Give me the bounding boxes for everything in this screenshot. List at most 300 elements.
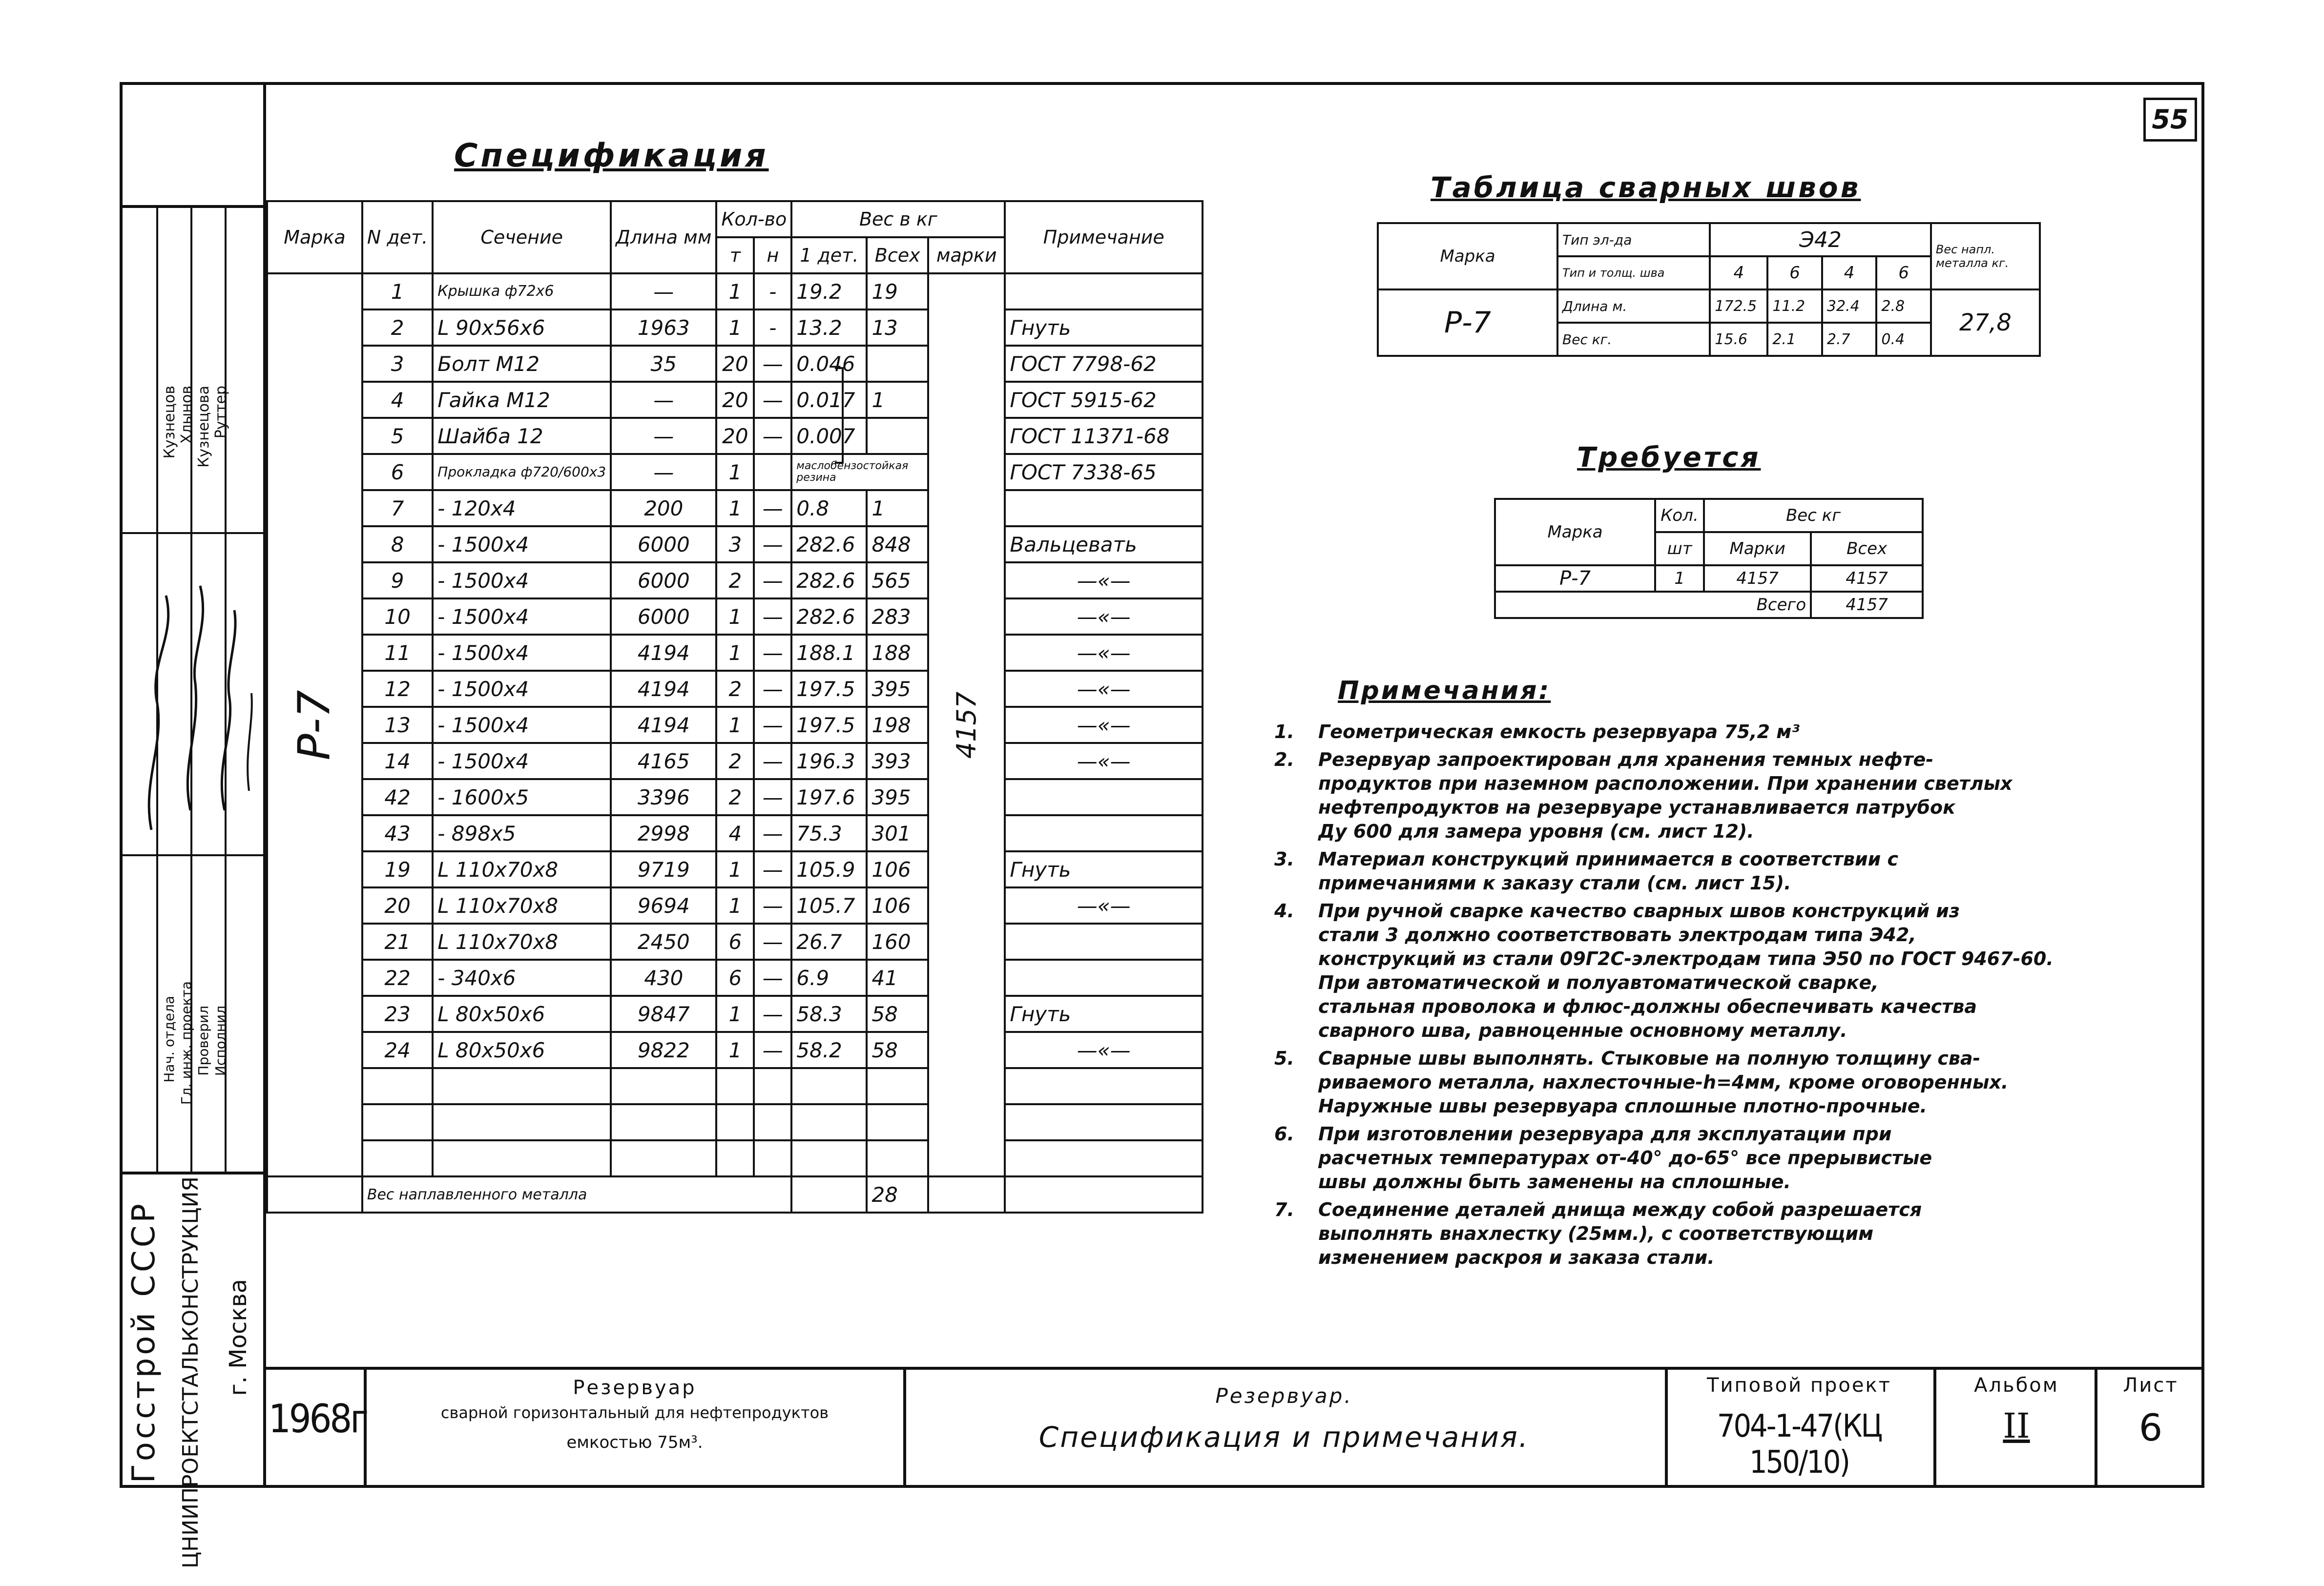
- group-bracket: [835, 367, 844, 464]
- row-n: —: [754, 887, 791, 924]
- table-row: [267, 526, 1203, 562]
- header-length: Длина мм: [611, 201, 716, 273]
- seam-col: 6: [1767, 256, 1822, 289]
- note-item: [1274, 847, 2192, 895]
- name-4: Руттер: [212, 386, 229, 439]
- row-section: L 90x56x6: [433, 309, 611, 346]
- row-note: ГОСТ 7338-65: [1005, 454, 1203, 490]
- spec-title: Спецификация: [454, 137, 769, 174]
- note-line: Геометрическая емкость резервуара 75,2 м³: [1318, 721, 1800, 742]
- req-unit-header: шт: [1655, 532, 1704, 565]
- row-det: 0.046: [791, 346, 867, 382]
- note-line: Ду 600 для замера уровня (см. лист 12).: [1318, 821, 1754, 842]
- row-length: 9822: [611, 1032, 716, 1068]
- notes-title: Примечания:: [1338, 676, 1551, 705]
- row-all: 301: [867, 815, 928, 851]
- row-t: 20: [716, 346, 754, 382]
- weld-cell: 2.1: [1767, 323, 1822, 356]
- weld-cell: 2.8: [1876, 289, 1931, 323]
- typical-label: Типовой проект: [1707, 1374, 1891, 1397]
- row-section: L 80x50x6: [433, 996, 611, 1032]
- table-row: [267, 346, 1203, 382]
- row-num: 10: [362, 598, 433, 635]
- row-all: 58: [867, 996, 928, 1032]
- note-number: 3.: [1274, 848, 1294, 870]
- row-length: —: [611, 382, 716, 418]
- note-item: [1274, 748, 2192, 844]
- table-row-empty: [267, 1068, 1203, 1104]
- row-num: 19: [362, 851, 433, 887]
- row-n: —: [754, 598, 791, 635]
- row-det: 75.3: [791, 815, 867, 851]
- row-num: 11: [362, 635, 433, 671]
- row-num: 12: [362, 671, 433, 707]
- note-line: риваемого металла, нахлесточные-h=4мм, кроме оговоренных.: [1318, 1071, 2009, 1093]
- row-n: —: [754, 526, 791, 562]
- row-n: —: [754, 418, 791, 454]
- row-all: [867, 346, 928, 382]
- row-t: 2: [716, 671, 754, 707]
- signatures-icon: [122, 537, 264, 849]
- row-det: 13.2: [791, 309, 867, 346]
- row-num: 13: [362, 707, 433, 743]
- header-section: Сечение: [433, 201, 611, 273]
- row-note: —«—: [1005, 671, 1203, 707]
- header-w-all: Всех: [867, 237, 928, 273]
- row-section: - 340x6: [433, 960, 611, 996]
- row-det: 58.3: [791, 996, 867, 1032]
- row-length: 430: [611, 960, 716, 996]
- row-length: 9719: [611, 851, 716, 887]
- name-1: Кузнецов: [161, 386, 178, 459]
- row-section: Шайба 12: [433, 418, 611, 454]
- row-t: 1: [716, 598, 754, 635]
- note-line: сварного шва, равноценные основному металлу.: [1318, 1020, 1847, 1041]
- note-line: При автоматической и полуавтоматической сварке,: [1318, 972, 1879, 993]
- req-total: 4157: [1811, 592, 1923, 618]
- table-row: [267, 273, 1203, 309]
- seam-col: 4: [1710, 256, 1767, 289]
- project-desc-2: емкостью 75м³.: [566, 1433, 703, 1452]
- row-note: —«—: [1005, 1032, 1203, 1068]
- row-det: 6.9: [791, 960, 867, 996]
- row-section: - 1500x4: [433, 707, 611, 743]
- row-all: 395: [867, 779, 928, 815]
- row-all: 106: [867, 851, 928, 887]
- row-n: —: [754, 960, 791, 996]
- seam-col: 6: [1876, 256, 1931, 289]
- role-1: Нач. отдела: [161, 996, 177, 1083]
- mark-cell: [267, 273, 362, 1176]
- row-det: 282.6: [791, 526, 867, 562]
- table-row: [267, 671, 1203, 707]
- table-row: [267, 598, 1203, 635]
- row-n: [754, 454, 791, 490]
- row-note: [1005, 273, 1203, 309]
- note-line: При ручной сварке качество сварных швов конструкций из: [1318, 900, 1960, 922]
- notes-list: [1274, 720, 2192, 1274]
- row-num: 20: [362, 887, 433, 924]
- row-det: 58.2: [791, 1032, 867, 1068]
- row-all: 160: [867, 924, 928, 960]
- row-num: 8: [362, 526, 433, 562]
- row-t: 20: [716, 418, 754, 454]
- row-note: —«—: [1005, 635, 1203, 671]
- table-row: [267, 815, 1203, 851]
- row-n: —: [754, 1032, 791, 1068]
- row-all: [867, 418, 928, 454]
- row-note: —«—: [1005, 743, 1203, 779]
- table-row: [267, 562, 1203, 598]
- row-all: 106: [867, 887, 928, 924]
- row-note: —«—: [1005, 562, 1203, 598]
- row-section: - 1600x5: [433, 779, 611, 815]
- sheet-title-2: Спецификация и примечания.: [1038, 1421, 1530, 1454]
- header-qty: Кол-во: [716, 201, 791, 237]
- row-note: Гнуть: [1005, 851, 1203, 887]
- org-city: г. Москва: [225, 1279, 252, 1396]
- row-all: 41: [867, 960, 928, 996]
- table-row: [267, 635, 1203, 671]
- row-n: —: [754, 562, 791, 598]
- row-num: 4: [362, 382, 433, 418]
- note-item: [1274, 720, 2192, 744]
- header-note: Примечание: [1005, 201, 1203, 273]
- strip-divider: [120, 854, 266, 856]
- row-note: —«—: [1005, 707, 1203, 743]
- role-4: Исполнил: [212, 1006, 228, 1076]
- header-mark: Марка: [267, 201, 362, 273]
- row-n: —: [754, 671, 791, 707]
- row-note: Вальцевать: [1005, 526, 1203, 562]
- row-length: 6000: [611, 562, 716, 598]
- row-length: 4194: [611, 671, 716, 707]
- row-section: - 898x5: [433, 815, 611, 851]
- role-2: Гл. инж. проекта: [178, 981, 194, 1105]
- row-all: 13: [867, 309, 928, 346]
- mark-weight: 4157: [951, 691, 982, 759]
- row-t: 3: [716, 526, 754, 562]
- row-section: L 110x70x8: [433, 851, 611, 887]
- project-desc-1: сварной горизонтальный для нефтепродуктов: [440, 1403, 829, 1422]
- row-det: 197.5: [791, 671, 867, 707]
- row-all: 1: [867, 490, 928, 526]
- weld-mark: Р-7: [1378, 289, 1557, 356]
- row-length: 2450: [611, 924, 716, 960]
- req-w-all: 4157: [1811, 565, 1923, 592]
- weld-cell: 0.4: [1876, 323, 1931, 356]
- required-title: Требуется: [1577, 442, 1761, 474]
- row-num: 2: [362, 309, 433, 346]
- weld-cell: 11.2: [1767, 289, 1822, 323]
- weld-type-label: Тип эл-да: [1557, 223, 1710, 256]
- row-length: 4165: [611, 743, 716, 779]
- note-line: Материал конструкций принимается в соответствии с: [1318, 848, 1899, 870]
- row-det: 282.6: [791, 562, 867, 598]
- req-w-mark-header: Марки: [1704, 532, 1811, 565]
- sheet-value: 6: [2138, 1406, 2163, 1449]
- table-footer: [267, 1176, 1203, 1213]
- row-num: 21: [362, 924, 433, 960]
- header-weight: Вес в кг: [791, 201, 1005, 237]
- note-line: продуктов при наземном расположении. При хранении светлых: [1318, 773, 2013, 794]
- header-w-det: 1 дет.: [791, 237, 867, 273]
- row-det: 26.7: [791, 924, 867, 960]
- row-length: 4194: [611, 707, 716, 743]
- note-item: [1274, 899, 2192, 1043]
- row-length: 6000: [611, 526, 716, 562]
- row-det: 197.6: [791, 779, 867, 815]
- table-row: [267, 924, 1203, 960]
- org-institute: ЦНИИПРОЕКТСТАЛЬКОНСТРУКЦИЯ: [178, 1176, 203, 1568]
- row-length: 3396: [611, 779, 716, 815]
- row-n: —: [754, 996, 791, 1032]
- row-section: Гайка М12: [433, 382, 611, 418]
- sheet-title-1: Резервуар.: [1215, 1384, 1353, 1408]
- row-det: 197.5: [791, 707, 867, 743]
- weld-mark-header: Марка: [1378, 223, 1557, 289]
- tb-div: [1933, 1367, 1936, 1488]
- row-note: Гнуть: [1005, 996, 1203, 1032]
- table-row: [267, 851, 1203, 887]
- row-section: Крышка ф72х6: [433, 273, 611, 309]
- req-total-label: Всего: [1495, 592, 1811, 618]
- table-row: [267, 382, 1203, 418]
- row-all: 395: [867, 671, 928, 707]
- note-number: 6.: [1274, 1123, 1294, 1145]
- sheet-number: 55: [2143, 98, 2197, 142]
- row-t: 20: [716, 382, 754, 418]
- row-num: 7: [362, 490, 433, 526]
- row-det: 0.017: [791, 382, 867, 418]
- row-num: 24: [362, 1032, 433, 1068]
- table-row-empty: [267, 1104, 1203, 1140]
- weld-weight-header: Вес напл. металла кг.: [1931, 223, 2040, 289]
- row-length: 9847: [611, 996, 716, 1032]
- note-number: 2.: [1274, 749, 1294, 770]
- row-n: —: [754, 382, 791, 418]
- row-det: 105.7: [791, 887, 867, 924]
- weld-table-title: Таблица сварных швов: [1431, 171, 1861, 204]
- row-all: 1: [867, 382, 928, 418]
- row-section: L 80x50x6: [433, 1032, 611, 1068]
- title-block-top: [266, 1367, 2204, 1370]
- row-num: 23: [362, 996, 433, 1032]
- row-section: - 1500x4: [433, 743, 611, 779]
- row-all: 283: [867, 598, 928, 635]
- row-t: 2: [716, 779, 754, 815]
- row-note: [1005, 815, 1203, 851]
- note-item: [1274, 1047, 2192, 1118]
- row-t: 1: [716, 887, 754, 924]
- header-qty-t: т: [716, 237, 754, 273]
- strip-divider: [120, 205, 266, 208]
- weld-row2-label: Вес кг.: [1557, 323, 1710, 356]
- weld-table: [1377, 222, 2041, 357]
- row-length: —: [611, 273, 716, 309]
- row-t: 1: [716, 490, 754, 526]
- mark-value: Р-7: [289, 689, 340, 761]
- row-t: 2: [716, 743, 754, 779]
- row-section: L 110x70x8: [433, 924, 611, 960]
- row-note: [1005, 779, 1203, 815]
- row-t: 1: [716, 454, 754, 490]
- row-note: [1005, 490, 1203, 526]
- table-row: [267, 996, 1203, 1032]
- row-all: 848: [867, 526, 928, 562]
- row-length: —: [611, 418, 716, 454]
- row-section: Прокладка ф720/600х3: [433, 454, 611, 490]
- row-t: 1: [716, 1032, 754, 1068]
- weld-row1-label: Длина м.: [1557, 289, 1710, 323]
- row-num: 9: [362, 562, 433, 598]
- tb-div: [903, 1367, 906, 1488]
- weld-total: 27,8: [1931, 289, 2040, 356]
- row-section: - 1500x4: [433, 635, 611, 671]
- row-t: 1: [716, 996, 754, 1032]
- weld-seam-label: Тип и толщ. шва: [1557, 256, 1710, 289]
- row-length: 2998: [611, 815, 716, 851]
- row-note: ГОСТ 7798-62: [1005, 346, 1203, 382]
- note-line: примечаниями к заказу стали (см. лист 15).: [1318, 872, 1791, 894]
- row-t: 1: [716, 273, 754, 309]
- org-name: Госстрой СССР: [126, 1201, 162, 1483]
- row-note: [1005, 924, 1203, 960]
- row-note: —«—: [1005, 887, 1203, 924]
- row-note: —«—: [1005, 598, 1203, 635]
- weld-cell: 32.4: [1822, 289, 1877, 323]
- row-n: —: [754, 707, 791, 743]
- row-t: 4: [716, 815, 754, 851]
- row-section: Болт М12: [433, 346, 611, 382]
- row-num: 3: [362, 346, 433, 382]
- note-number: 7.: [1274, 1199, 1294, 1220]
- row-num: 42: [362, 779, 433, 815]
- row-section: - 1500x4: [433, 671, 611, 707]
- weld-type-value: Э42: [1710, 223, 1931, 256]
- row-n: —: [754, 743, 791, 779]
- row-note: ГОСТ 5915-62: [1005, 382, 1203, 418]
- footer-value: 28: [867, 1176, 928, 1213]
- note-number: 4.: [1274, 900, 1294, 922]
- note-line: выполнять внахлестку (25мм.), с соответствующим: [1318, 1223, 1874, 1244]
- row-length: 4194: [611, 635, 716, 671]
- row-all: 393: [867, 743, 928, 779]
- header-w-mark: марки: [928, 237, 1005, 273]
- note-number: 1.: [1274, 721, 1294, 742]
- note-line: При изготовлении резервуара для эксплуатации при: [1318, 1123, 1892, 1145]
- row-det: 19.2: [791, 273, 867, 309]
- album-value: II: [2003, 1406, 2030, 1446]
- note-line: расчетных температурах от-40° до-65° все прерывистые: [1318, 1147, 1932, 1169]
- row-det: 105.9: [791, 851, 867, 887]
- album-label: Альбом: [1974, 1374, 2059, 1397]
- note-line: Соединение деталей днища между собой разрешается: [1318, 1199, 1922, 1220]
- row-n: -: [754, 309, 791, 346]
- row-all: 19: [867, 273, 928, 309]
- typical-value: 704-1-47(КЦ 150/10): [1717, 1408, 1882, 1481]
- row-det: 0.007: [791, 418, 867, 454]
- row-n: —: [754, 924, 791, 960]
- row-all: 58: [867, 1032, 928, 1068]
- name-3: Кузнецова: [195, 386, 212, 468]
- weld-cell: 15.6: [1710, 323, 1767, 356]
- note-line: стальная проволока и флюс-должны обеспечивать качества: [1318, 996, 1977, 1017]
- row-det: 282.6: [791, 598, 867, 635]
- table-row: [267, 454, 1203, 490]
- note-line: нефтепродуктов на резервуаре устанавливается патрубок: [1318, 797, 1955, 818]
- seam-col: 4: [1822, 256, 1877, 289]
- row-n: —: [754, 346, 791, 382]
- row-length: —: [611, 454, 716, 490]
- row-section: - 120x4: [433, 490, 611, 526]
- row-section: - 1500x4: [433, 598, 611, 635]
- row-det: маслобензостойкая резина: [791, 454, 928, 490]
- row-all: 198: [867, 707, 928, 743]
- table-row: [267, 490, 1203, 526]
- row-num: 22: [362, 960, 433, 996]
- row-n: —: [754, 490, 791, 526]
- row-t: 1: [716, 851, 754, 887]
- table-row: [267, 960, 1203, 996]
- req-qty-header: Кол.: [1655, 499, 1704, 532]
- table-row: [267, 743, 1203, 779]
- row-n: —: [754, 779, 791, 815]
- row-t: 6: [716, 960, 754, 996]
- note-line: Сварные швы выполнять. Стыковые на полную толщину сва-: [1318, 1048, 1981, 1069]
- footer-label: Вес наплавленного металла: [362, 1176, 791, 1213]
- note-item: [1274, 1122, 2192, 1194]
- project-title: Резервуар: [573, 1377, 697, 1399]
- row-section: - 1500x4: [433, 562, 611, 598]
- required-table: [1494, 498, 1924, 619]
- note-line: швы должны быть заменены на сплошные.: [1318, 1171, 1791, 1193]
- req-mark: Р-7: [1495, 565, 1655, 592]
- strip-divider: [120, 532, 266, 534]
- row-length: 35: [611, 346, 716, 382]
- req-w-all-header: Всех: [1811, 532, 1923, 565]
- table-row: [267, 707, 1203, 743]
- row-det: 188.1: [791, 635, 867, 671]
- row-n: —: [754, 635, 791, 671]
- row-all: 565: [867, 562, 928, 598]
- strip-divider: [120, 1172, 266, 1174]
- tb-div: [1665, 1367, 1668, 1488]
- row-t: 1: [716, 309, 754, 346]
- row-t: 6: [716, 924, 754, 960]
- note-line: Резервуар запроектирован для хранения темных нефте-: [1318, 749, 1934, 770]
- sheet-label: Лист: [2123, 1374, 2179, 1397]
- row-n: —: [754, 815, 791, 851]
- row-note: [1005, 960, 1203, 996]
- row-num: 5: [362, 418, 433, 454]
- note-line: конструкций из стали 09Г2С-электродам типа Э50 по ГОСТ 9467-60.: [1318, 948, 2054, 969]
- row-det: 0.8: [791, 490, 867, 526]
- row-det: 196.3: [791, 743, 867, 779]
- row-num: 6: [362, 454, 433, 490]
- req-mark-header: Марка: [1495, 499, 1655, 565]
- req-w-mark: 4157: [1704, 565, 1811, 592]
- note-line: стали 3 должно соответствовать электродам типа Э42,: [1318, 924, 1916, 946]
- row-length: 6000: [611, 598, 716, 635]
- row-t: 1: [716, 707, 754, 743]
- row-section: - 1500x4: [433, 526, 611, 562]
- row-t: 2: [716, 562, 754, 598]
- row-length: 200: [611, 490, 716, 526]
- note-item: [1274, 1198, 2192, 1270]
- name-2: Хлынов: [178, 386, 195, 444]
- row-n: —: [754, 851, 791, 887]
